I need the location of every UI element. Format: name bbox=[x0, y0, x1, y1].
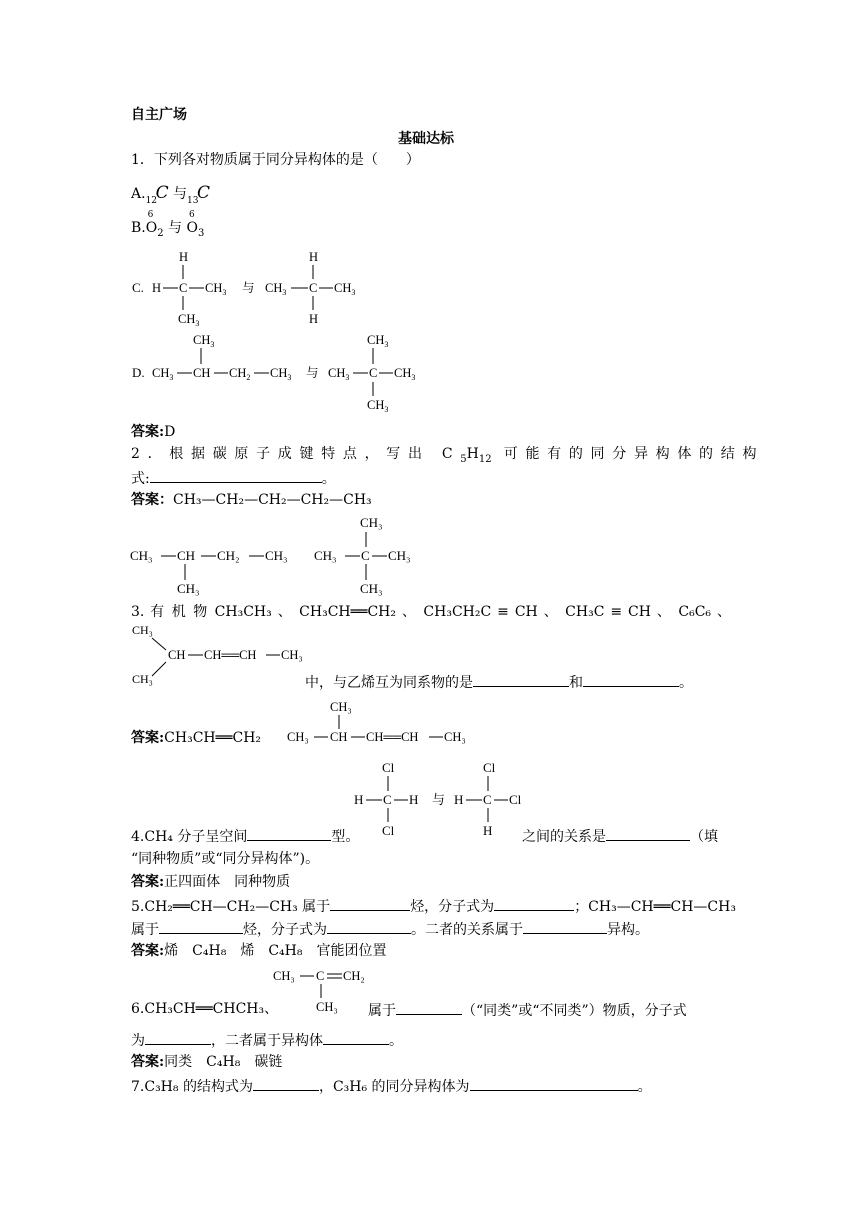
svg-text:CH: CH bbox=[330, 730, 348, 744]
q3-answer-structure bbox=[284, 697, 474, 749]
q3-blank-2[interactable] bbox=[583, 672, 679, 687]
svg-text:H: H bbox=[454, 792, 464, 807]
q3-blank-1[interactable] bbox=[473, 672, 569, 687]
q4-structures bbox=[350, 758, 530, 842]
svg-text:CH₃: CH₃ bbox=[265, 548, 288, 563]
q2-answer-blank[interactable] bbox=[150, 468, 322, 483]
q4-answer: 答案:正四面体 同种物质 bbox=[131, 874, 291, 890]
svg-text:CH3: $CH_3$ bbox=[193, 333, 215, 349]
svg-text:CH3: $CH_3$ bbox=[367, 333, 389, 349]
q2-answer-structures bbox=[128, 512, 428, 598]
q4-blank-1[interactable] bbox=[247, 826, 331, 841]
svg-text:CH3: $CH_3$ bbox=[328, 366, 350, 382]
q5-blank-2[interactable] bbox=[494, 896, 574, 911]
svg-text:H: H bbox=[309, 250, 319, 264]
q1-option-d-structures bbox=[128, 330, 428, 414]
svg-text:CH₃: CH₃ bbox=[130, 548, 153, 563]
q1-option-a: A. 12 6 C 与 13 6 C bbox=[131, 183, 211, 220]
svg-text:H: H bbox=[152, 281, 162, 295]
q1-option-b: $B.O_2$ 与 $O_3$ bbox=[131, 220, 205, 239]
svg-text:CH3: $CH_3$ bbox=[152, 366, 174, 382]
q5-blank-4[interactable] bbox=[327, 919, 411, 934]
q5-line1: 5.CH₂══CH—CH₂—CH₃ 属于 烃，分子式为 ；CH₃—CH══CH—CH₃ bbox=[131, 896, 736, 916]
svg-text:CH₃: CH₃ bbox=[314, 548, 337, 563]
svg-text:CH3: $CH_3$ bbox=[205, 281, 227, 297]
svg-text:Cl: Cl bbox=[509, 792, 522, 807]
svg-text:CH3: $CH_3$ bbox=[394, 366, 416, 382]
q6-blank-1[interactable] bbox=[396, 1000, 462, 1015]
svg-text:CH₂: CH₂ bbox=[217, 548, 240, 563]
subsection-title: 基础达标 bbox=[398, 131, 454, 147]
svg-text:CH3: $CH_3$ bbox=[265, 281, 287, 297]
q5-blank-1[interactable] bbox=[330, 896, 410, 911]
svg-text:Cl: Cl bbox=[483, 760, 496, 775]
q5-blank-3[interactable] bbox=[159, 919, 243, 934]
q2-stem-line1: 2．根据碳原子成键特点，写出 $C_5H_{12}$ 可能有的同分异构体的结构 bbox=[131, 446, 765, 465]
svg-text:C: C bbox=[179, 281, 188, 295]
svg-text:Cl: Cl bbox=[382, 823, 395, 838]
svg-text:H: H bbox=[483, 823, 493, 838]
svg-text:CH₃: CH₃ bbox=[360, 515, 383, 530]
q3-structure bbox=[128, 622, 318, 688]
svg-text:C: C bbox=[383, 792, 392, 807]
q6-stem-left: 6.CH₃CH══CHCH₃、 bbox=[131, 1001, 279, 1017]
svg-text:C: C bbox=[369, 366, 378, 380]
q3-stem-line2: 中，与乙烯互为同系物的是 和 。 bbox=[305, 672, 693, 692]
q1-option-c-structures bbox=[128, 244, 378, 328]
svg-text:CH2: $CH_2$ bbox=[229, 366, 251, 382]
q4-blank-2[interactable] bbox=[606, 826, 690, 841]
svg-text:D.: D. bbox=[132, 365, 145, 380]
svg-text:C: C bbox=[309, 281, 318, 295]
q6-blank-2[interactable] bbox=[145, 1030, 211, 1045]
q4-stem-line2: “同种物质”或“同分异构体”)。 bbox=[131, 851, 320, 867]
svg-text:C.: C. bbox=[132, 280, 144, 295]
svg-text:CH3: $CH_3$ bbox=[367, 398, 389, 414]
svg-text:H: H bbox=[179, 250, 189, 264]
section-title: 自主广场 bbox=[131, 107, 187, 123]
svg-text:CH3: $CH_3$ bbox=[334, 281, 356, 297]
q6-stem-right: 属于 （“同类”或“不同类”）物质，分子式 bbox=[368, 1000, 687, 1020]
svg-text:CH: CH bbox=[177, 548, 196, 563]
q5-blank-5[interactable] bbox=[523, 919, 607, 934]
svg-text:CH₃: CH₃ bbox=[132, 672, 153, 686]
svg-text:与: 与 bbox=[306, 366, 319, 380]
q5-line2: 属于 烃，分子式为 。二者的关系属于 异构。 bbox=[131, 919, 649, 939]
svg-text:H: H bbox=[354, 792, 364, 807]
svg-text:CH₃: CH₃ bbox=[316, 1000, 338, 1014]
q3-stem-line1: 3. 有 机 物 CH₃CH₃ 、 CH₃CH══CH₂ 、 CH₃CH₂C ≡ CH 、 CH₃C ≡ CH 、 C₆C₆ 、 bbox=[131, 604, 731, 620]
svg-text:CH₃: CH₃ bbox=[132, 623, 153, 637]
q6-answer: 答案:同类 C₄H₈ 碳链 bbox=[131, 1054, 283, 1070]
q2-answer-line: 答案：CH₃—CH₂—CH₂—CH₂—CH₃ bbox=[131, 492, 372, 508]
q4-stem-right: 之间的关系是 （填 bbox=[522, 826, 718, 846]
svg-text:CH: CH bbox=[168, 648, 186, 662]
svg-text:CH3: $CH_3$ bbox=[178, 312, 200, 328]
q7-blank-1[interactable] bbox=[253, 1076, 319, 1091]
svg-text:CH══CH: CH══CH bbox=[204, 648, 257, 662]
svg-text:C: C bbox=[316, 969, 325, 983]
svg-text:C: C bbox=[483, 792, 492, 807]
svg-text:H: H bbox=[309, 312, 319, 326]
svg-text:CH₃: CH₃ bbox=[273, 969, 295, 983]
q5-answer: 答案:烯 C₄H₈ 烯 C₄H₈ 官能团位置 bbox=[131, 943, 387, 959]
svg-text:CH₂: CH₂ bbox=[343, 969, 365, 983]
svg-text:CH₃: CH₃ bbox=[444, 730, 466, 744]
svg-text:Cl: Cl bbox=[382, 760, 395, 775]
q6-blank-3[interactable] bbox=[323, 1030, 389, 1045]
svg-text:CH: CH bbox=[193, 366, 211, 380]
q1-answer: 答案:D bbox=[131, 424, 176, 440]
svg-text:与: 与 bbox=[242, 281, 255, 295]
svg-text:CH₃: CH₃ bbox=[281, 648, 303, 662]
svg-text:CH₃: CH₃ bbox=[287, 730, 309, 744]
svg-text:CH₃: CH₃ bbox=[388, 548, 411, 563]
q7-blank-2[interactable] bbox=[470, 1076, 638, 1091]
svg-text:CH₃: CH₃ bbox=[330, 700, 352, 714]
q2-stem-line2: 式: 。 bbox=[131, 468, 336, 488]
q6-structure bbox=[270, 962, 380, 1014]
q4-stem-left: 4.CH₄ 分子呈空间 型。 bbox=[131, 826, 359, 846]
svg-text:H: H bbox=[409, 792, 419, 807]
svg-text:CH══CH: CH══CH bbox=[366, 730, 419, 744]
svg-text:与: 与 bbox=[432, 792, 446, 807]
svg-text:CH₃: CH₃ bbox=[360, 581, 383, 596]
svg-text:C: C bbox=[361, 548, 370, 563]
q7-stem: 7.C₃H₈ 的结构式为 ，C₃H₆ 的同分异构体为 。 bbox=[131, 1076, 652, 1096]
q1-stem: 1．下列各对物质属于同分异构体的是（ ） bbox=[131, 152, 420, 168]
q3-answer: 答案:CH₃CH══CH₂ bbox=[131, 730, 262, 746]
q6-line2: 为 ，二者属于异构体 。 bbox=[131, 1030, 403, 1050]
svg-text:CH₃: CH₃ bbox=[177, 581, 200, 596]
svg-text:CH3: $CH_3$ bbox=[270, 366, 292, 382]
